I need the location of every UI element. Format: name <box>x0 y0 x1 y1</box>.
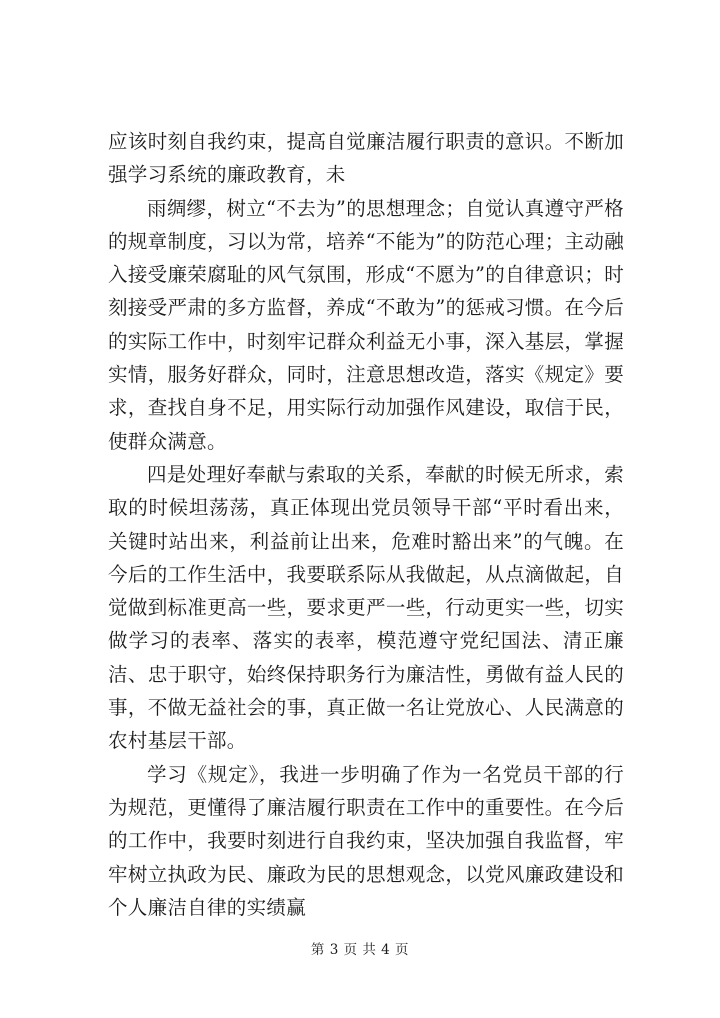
document-body <box>108 125 624 924</box>
paragraph-4: 学习《规定》，我进一步明确了作为一名党员干部的行为规范，更懂得了廉洁履行职责在工作中的重要性。在今后的工作中，我要时刻进行自我约束，坚决加强自我监督，牢牢树立执政为民、廉政为民的思想观念，以党风廉政建设和个人廉洁自律的实绩赢 <box>108 762 624 919</box>
paragraph-2: 雨绸缪，树立“不去为”的思想理念；自觉认真遵守严格的规章制度，习以为常，培养“不能为”的防范心理；主动融入接受廉荣腐耻的风气氛围，形成“不愿为”的自律意识；时刻接受严肃的多方监督，养成“不敢为”的惩戒习惯。在今后的实际工作中，时刻牢记群众利益无小事，深入基层，掌握实情，服务好群众，同时，注意思想改造，落实《规定》要求，查找自身不足，用实际行动加强作风建设，取信于民，使群众满意。 <box>108 196 624 453</box>
paragraph-1: 应该时刻自我约束，提高自觉廉洁履行职责的意识。不断加强学习系统的廉政教育，未 <box>108 130 624 187</box>
paragraph-3: 四是处理好奉献与索取的关系，奉献的时候无所求，索取的时候坦荡荡，真正体现出党员领导干部“平时看出来，关键时站出来，利益前让出来，危难时豁出来”的气魄。在今后的工作生活中，我要联系际从我做起，从点滴做起，自觉做到标准更高一些，要求更严一些，行动更实一些，切实做学习的表率、落实的表率，模范遵守党纪国法、清正廉洁、忠于职守，始终保持职务行为廉洁性，勇做有益人民的事，不做无益社会的事，真正做一名让党放心、人民满意的农村基层干部。 <box>108 462 624 753</box>
page-number-footer: 第 3 页 共 4 页 <box>310 942 410 958</box>
